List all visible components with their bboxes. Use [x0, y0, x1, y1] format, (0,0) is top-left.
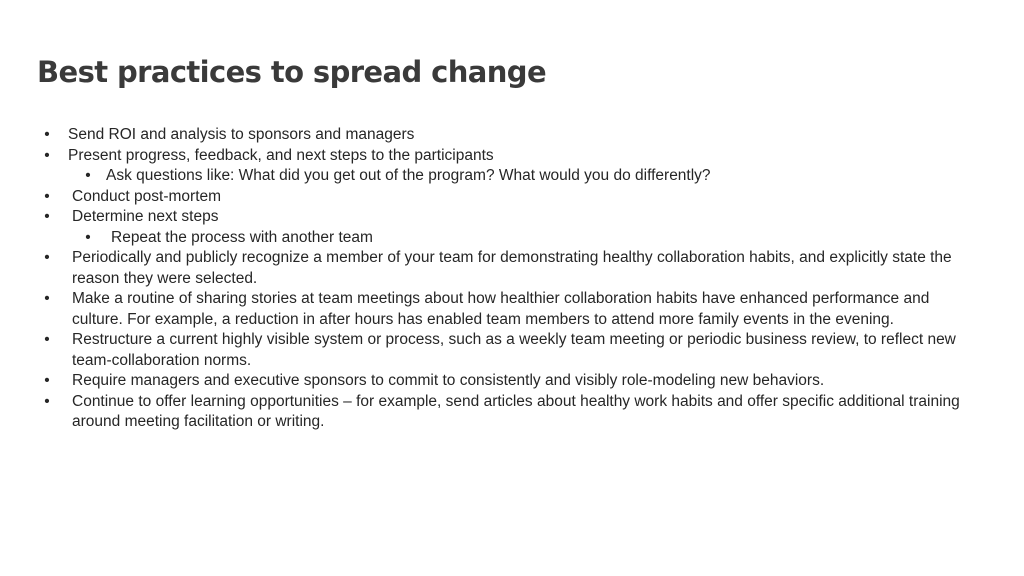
bullet-marker: •	[85, 228, 91, 246]
bullet-item	[0, 330, 1024, 371]
bullet-text: Send ROI and analysis to sponsors and managers	[68, 126, 415, 143]
bullet-marker: •	[44, 146, 50, 164]
bullet-text: Continue to offer learning opportunities – for example, send articles about healthy work habits and offer specific additional training around meeting facilitation or writing.	[72, 392, 960, 430]
bullet-item	[0, 392, 1024, 433]
bullet-item	[0, 371, 1024, 392]
bullet-marker: •	[85, 167, 91, 184]
bullet-item	[0, 289, 1024, 330]
bullet-text: Require managers and executive sponsors to commit to consistently and visibly role-modeling new behaviors.	[72, 372, 825, 389]
sub-bullet-item	[0, 228, 1024, 249]
bullet-marker: •	[44, 187, 50, 205]
bullet-text: Periodically and publicly recognize a member of your team for demonstrating healthy collaboration habits, and explicitly state the reason they were selected.	[72, 249, 952, 287]
sub-bullet-item	[0, 166, 1024, 187]
bullet-text: Repeat the process with another team	[111, 228, 373, 246]
bullet-marker: •	[44, 126, 50, 143]
bullet-marker: •	[44, 331, 50, 348]
bullet-marker: •	[44, 372, 50, 389]
bullet-item	[0, 125, 1024, 146]
bullet-list	[0, 125, 1024, 433]
bullet-marker: •	[44, 208, 50, 225]
bullet-text: Conduct post-mortem	[72, 187, 222, 205]
bullet-item	[0, 207, 1024, 228]
bullet-text: Determine next steps	[72, 208, 219, 225]
bullet-item	[0, 187, 1024, 208]
slide-title: Best practices to spread change	[37, 55, 547, 89]
bullet-text: Make a routine of sharing stories at team meetings about how healthier collaboration habits have enhanced performance and culture. For example, a reduction in after hours has enabled team members to attend more family events in the evening.	[72, 290, 930, 328]
bullet-text: Present progress, feedback, and next steps to the participants	[68, 146, 494, 164]
bullet-marker: •	[44, 290, 50, 307]
bullet-text: Ask questions like: What did you get out of the program? What would you do differently?	[106, 167, 711, 184]
bullet-text: Restructure a current highly visible system or process, such as a weekly team meeting or periodic business review, to reflect new team-collaboration norms.	[72, 331, 956, 369]
bullet-marker: •	[44, 392, 50, 410]
bullet-item	[0, 248, 1024, 289]
bullet-item	[0, 146, 1024, 167]
bullet-marker: •	[44, 249, 50, 266]
